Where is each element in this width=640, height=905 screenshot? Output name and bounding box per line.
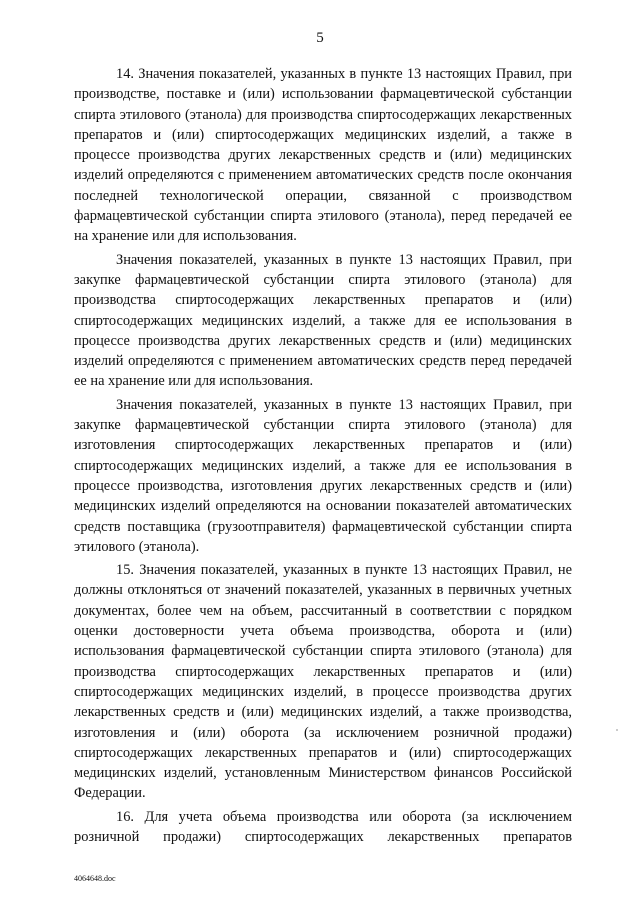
paragraph-14: 14. Значения показателей, указанных в пункте 13 настоящих Правил, при производстве, поставке и (или) использовании фармацевтической субстанции спирта этилового (этанола) для производства спиртосодержащих лекарственных препаратов и (или) спиртосодержащих медицинских изделий, а также в процессе производства других лекарственных средств и (или) медицинских изделий определяются с применением автоматических средств после окончания последней технологической операции, связанной с производством фармацевтической субстанции спирта этилового (этанола), перед передачей ее на хранение или для использования. [74, 66, 572, 245]
scan-artifact [616, 729, 618, 731]
paragraph-purchase-manufacture: Значения показателей, указанных в пункте 13 настоящих Правил, при закупке фармацевтической субстанции спирта этилового (этанола) для изготовления спиртосодержащих лекарственных препаратов и (или) спиртосодержащих медицинских изделий, а также для ее использования в процессе производства, изготовления других лекарственных средств и (или) медицинских изделий определяются на основании показателей автоматических средств поставщика (грузоотправителя) фармацевтической субстанции спирта этилового (этанола). [74, 396, 572, 555]
paragraph-15: 15. Значения показателей, указанных в пункте 13 настоящих Правил, не должны отклоняться от значений показателей, указанных в первичных учетных документах, более чем на объем, рассчитанный в соответствии с порядком оценки достоверности учета объема производства, оборота и (или) использования фармацевтической субстанции спирта этилового (этанола) для производства спиртосодержащих лекарственных препаратов и (или) спиртосодержащих медицинских изделий, в процессе производства других лекарственных средств и (или) медицинских изделий, а также производства, изготовления и (или) оборота (за исключением розничной продажи) спиртосодержащих лекарственных препаратов и (или) спиртосодержащих медицинских изделий, установленным Министерством финансов Российской Федерации. [74, 562, 572, 802]
footer-file-id: 4064648.doc [74, 874, 116, 883]
paragraph-16: 16. Для учета объема производства или оборота (за исключением розничной продажи) спиртосодержащих лекарственных препаратов [74, 808, 572, 845]
page-number: 5 [316, 30, 324, 46]
document-body [74, 64, 572, 847]
paragraph-purchase-production: Значения показателей, указанных в пункте 13 настоящих Правил, при закупке фармацевтической субстанции спирта этилового (этанола) для производства спиртосодержащих лекарственных препаратов и (или) спиртосодержащих медицинских изделий, а также для ее использования в процессе производства других лекарственных средств и (или) медицинских изделий определяются с применением автоматических средств перед передачей ее на хранение или для использования. [74, 251, 572, 390]
